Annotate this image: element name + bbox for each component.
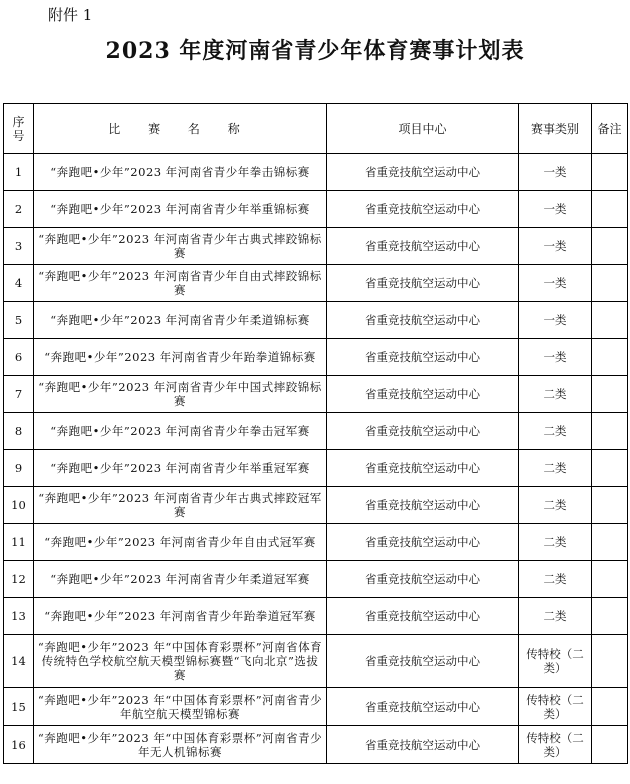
row-number: 1 (4, 154, 34, 191)
row-note (592, 265, 628, 302)
row-note (592, 376, 628, 413)
event-category: 二类 (519, 561, 592, 598)
table-row (4, 598, 628, 635)
event-category: 一类 (519, 265, 592, 302)
event-name: “奔跑吧•少年”2023 年河南省青少年柔道锦标赛 (34, 302, 327, 339)
event-name: “奔跑吧•少年”2023 年河南省青少年自由式摔跤锦标赛 (34, 265, 327, 302)
row-note (592, 413, 628, 450)
project-center: 省重竞技航空运动中心 (327, 635, 519, 688)
event-name: “奔跑吧•少年”2023 年河南省青少年古典式摔跤锦标赛 (34, 228, 327, 265)
table-row (4, 487, 628, 524)
project-center: 省重竞技航空运动中心 (327, 524, 519, 561)
event-category: 传特校（二类） (519, 726, 592, 764)
row-note (592, 339, 628, 376)
header-note: 备注 (592, 104, 628, 154)
event-category: 二类 (519, 413, 592, 450)
project-center: 省重竞技航空运动中心 (327, 413, 519, 450)
event-name: “奔跑吧•少年”2023 年“中国体育彩票杯”河南省体育传统特色学校航空航天模型锦标赛暨“飞向北京”选拔赛 (34, 635, 327, 688)
event-category: 一类 (519, 154, 592, 191)
table-row (4, 450, 628, 487)
row-note (592, 688, 628, 726)
table-row (4, 524, 628, 561)
project-center: 省重竞技航空运动中心 (327, 265, 519, 302)
project-center: 省重竞技航空运动中心 (327, 302, 519, 339)
event-category: 一类 (519, 228, 592, 265)
table-row (4, 228, 628, 265)
event-category: 二类 (519, 524, 592, 561)
project-center: 省重竞技航空运动中心 (327, 726, 519, 764)
row-number: 16 (4, 726, 34, 764)
row-number: 11 (4, 524, 34, 561)
table-row (4, 302, 628, 339)
event-name: “奔跑吧•少年”2023 年河南省青少年举重锦标赛 (34, 191, 327, 228)
project-center: 省重竞技航空运动中心 (327, 561, 519, 598)
row-note (592, 635, 628, 688)
row-number: 9 (4, 450, 34, 487)
row-number: 8 (4, 413, 34, 450)
row-number: 2 (4, 191, 34, 228)
event-category: 二类 (519, 598, 592, 635)
row-note (592, 191, 628, 228)
table-row (4, 561, 628, 598)
table-row (4, 191, 628, 228)
event-name: “奔跑吧•少年”2023 年河南省青少年举重冠军赛 (34, 450, 327, 487)
event-category: 二类 (519, 450, 592, 487)
row-note (592, 726, 628, 764)
table-row (4, 339, 628, 376)
row-note (592, 154, 628, 191)
event-name: “奔跑吧•少年”2023 年河南省青少年古典式摔跤冠军赛 (34, 487, 327, 524)
page-title: 2023 年度河南省青少年体育赛事计划表 (105, 38, 525, 64)
header-category: 赛事类别 (519, 104, 592, 154)
event-category: 传特校（二类） (519, 635, 592, 688)
event-name: “奔跑吧•少年”2023 年河南省青少年柔道冠军赛 (34, 561, 327, 598)
event-category: 二类 (519, 487, 592, 524)
row-note (592, 524, 628, 561)
row-number: 10 (4, 487, 34, 524)
event-category: 二类 (519, 376, 592, 413)
header-name: 比 赛 名 称 (34, 104, 327, 154)
row-number: 5 (4, 302, 34, 339)
attachment-label: 附件 1 (48, 6, 93, 24)
project-center: 省重竞技航空运动中心 (327, 487, 519, 524)
event-plan-table (3, 103, 628, 764)
event-name: “奔跑吧•少年”2023 年“中国体育彩票杯”河南省青少年航空航天模型锦标赛 (34, 688, 327, 726)
row-number: 3 (4, 228, 34, 265)
header-center: 项目中心 (327, 104, 519, 154)
row-note (592, 302, 628, 339)
event-category: 传特校（二类） (519, 688, 592, 726)
event-category: 一类 (519, 302, 592, 339)
project-center: 省重竞技航空运动中心 (327, 376, 519, 413)
row-note (592, 598, 628, 635)
row-number: 7 (4, 376, 34, 413)
row-number: 12 (4, 561, 34, 598)
table-row (4, 635, 628, 688)
table-row (4, 376, 628, 413)
row-number: 15 (4, 688, 34, 726)
project-center: 省重竞技航空运动中心 (327, 598, 519, 635)
event-name: “奔跑吧•少年”2023 年河南省青少年拳击锦标赛 (34, 154, 327, 191)
row-number: 6 (4, 339, 34, 376)
event-name: “奔跑吧•少年”2023 年河南省青少年跆拳道冠军赛 (34, 598, 327, 635)
event-name: “奔跑吧•少年”2023 年河南省青少年自由式冠军赛 (34, 524, 327, 561)
table-row (4, 413, 628, 450)
event-category: 一类 (519, 191, 592, 228)
row-number: 14 (4, 635, 34, 688)
table-row (4, 154, 628, 191)
table-row (4, 265, 628, 302)
table-row (4, 688, 628, 726)
event-name: “奔跑吧•少年”2023 年“中国体育彩票杯”河南省青少年无人机锦标赛 (34, 726, 327, 764)
project-center: 省重竞技航空运动中心 (327, 450, 519, 487)
project-center: 省重竞技航空运动中心 (327, 688, 519, 726)
row-note (592, 561, 628, 598)
event-name: “奔跑吧•少年”2023 年河南省青少年拳击冠军赛 (34, 413, 327, 450)
event-name: “奔跑吧•少年”2023 年河南省青少年跆拳道锦标赛 (34, 339, 327, 376)
project-center: 省重竞技航空运动中心 (327, 339, 519, 376)
event-name: “奔跑吧•少年”2023 年河南省青少年中国式摔跤锦标赛 (34, 376, 327, 413)
row-number: 13 (4, 598, 34, 635)
row-note (592, 487, 628, 524)
table-header-row (4, 104, 628, 154)
row-number: 4 (4, 265, 34, 302)
header-seq: 序号 (4, 104, 34, 154)
project-center: 省重竞技航空运动中心 (327, 191, 519, 228)
project-center: 省重竞技航空运动中心 (327, 228, 519, 265)
row-note (592, 228, 628, 265)
row-note (592, 450, 628, 487)
table-row (4, 726, 628, 764)
event-category: 一类 (519, 339, 592, 376)
project-center: 省重竞技航空运动中心 (327, 154, 519, 191)
